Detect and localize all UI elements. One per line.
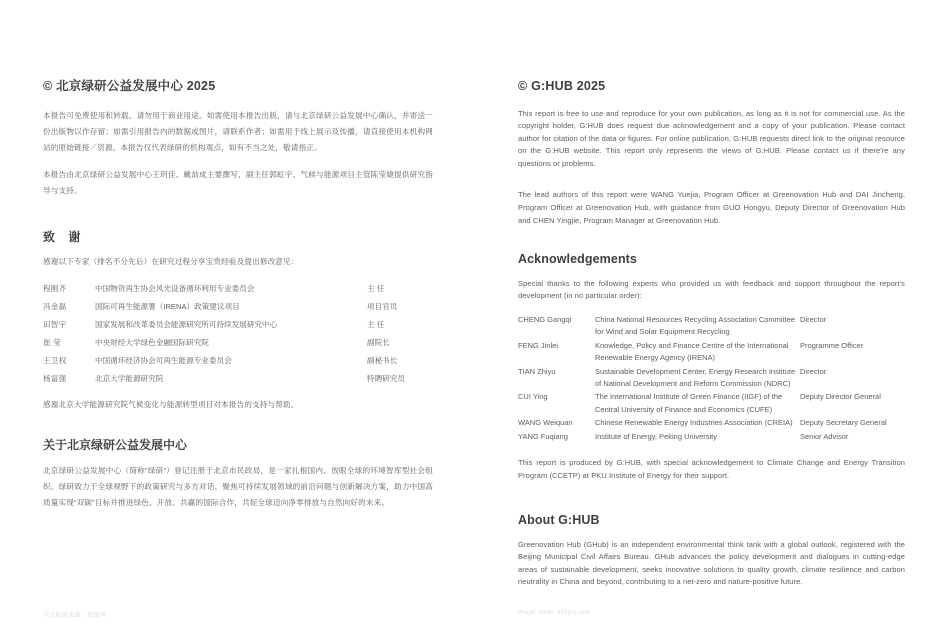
right-column-english: [475, 78, 950, 589]
experts-table-body-zh: [43, 281, 433, 389]
left-column-chinese: [0, 78, 475, 589]
expert-name: 杨富强: [43, 374, 67, 384]
experts-table-body-en: [518, 314, 905, 444]
expert-role: 主 任: [367, 320, 385, 330]
expert-org: Sustainable Development Center, Energy Research Institute of National Development and Reform Commission (NDRC): [595, 366, 796, 388]
table-row: [43, 335, 433, 353]
acknowledgements-intro-zh: 感谢以下专家（排名不分先后）在研究过程分享宝贵经验及提出修改意见：: [43, 257, 299, 267]
expert-role: Programme Officer: [800, 340, 864, 350]
table-row: [43, 317, 433, 335]
table-row: [43, 281, 433, 299]
expert-role: 副秘书长: [367, 356, 398, 366]
expert-org: 国家发展和改革委员会能源研究所可持续发展研究中心: [95, 320, 278, 330]
expert-org: 北京大学能源研究院: [95, 374, 164, 384]
about-heading-en: About G:HUB: [518, 513, 600, 528]
expert-org: The International Institute of Green Finance (IIGF) of the Central University of Finance and Economics (CUFE): [595, 392, 783, 414]
expert-name: FENG Jinlei: [518, 340, 559, 350]
expert-role: 主 任: [367, 284, 385, 294]
expert-role: Director: [800, 314, 827, 324]
table-row: [518, 366, 905, 392]
expert-role: Deputy Director General: [800, 392, 881, 402]
expert-name: 冯金磊: [43, 302, 67, 312]
expert-role: 项目官员: [367, 302, 398, 312]
expert-name: WANG Weiquan: [518, 418, 573, 428]
expert-org: Knowledge, Policy and Finance Centre of the International Renewable Energy Agency (IRENA): [595, 340, 789, 363]
spacer: [518, 238, 905, 251]
acknowledgements-note-en: This report is produced by G:HUB, with special acknowledgement to Climate Change and Energy Transition Program (CCETP) at PKU Institute of Energy for their support.: [518, 458, 905, 480]
expert-org: China National Resources Recycling Association Committee for Wind and Solar Equipment Recycling: [595, 314, 796, 337]
copyright-paragraph-1-zh: 本报告可免费使用和转载。请勿用于商业用途。如需使用本报告出版，请与北京绿研公益发展中心确认，并寄送一份出版物以作存留；如需引用报告内的数据或图片，请联系作者；如需用于线上展示及传播，请直接使用本机构网站的原始链接／资源。本报告仅代表绿研的机构观点，如有不当之处，敬请指正。: [43, 110, 433, 152]
expert-name: 王卫权: [43, 356, 67, 366]
expert-org: 中央财经大学绿色金融国际研究院: [95, 338, 209, 348]
copyright-heading-en: © G:HUB 2025: [518, 79, 606, 93]
expert-role: 特聘研究员: [367, 374, 405, 384]
experts-table-en: [518, 314, 905, 444]
table-row: [518, 417, 905, 430]
acknowledgements-note-zh: 感谢北京大学能源研究院气候变化与能源转型项目对本报告的支持与帮助。: [43, 400, 299, 410]
expert-role: Director: [800, 366, 827, 376]
acknowledgements-heading-en: Acknowledgements: [518, 252, 637, 267]
about-paragraph-en: Greenovation Hub (GHub) is an independent environmental think tank with a global outlook, registered with the Beijing Municipal Civil Affairs Bureau. GHub advances the policy development and dialogues in cutting-edge areas of sustainable development, seeks innovative solutions to quality growth, climate resilience and carbon neutrality in China and beyond, contributing to a net-zero and nature-positive future.: [518, 539, 905, 587]
expert-name: 程刚齐: [43, 284, 67, 294]
expert-name: TIAN Zhiyu: [518, 366, 556, 376]
expert-org: 国际可再生能源署（IRENA）政策建议项目: [95, 302, 240, 312]
spacer: [518, 444, 905, 457]
copyright-paragraph-2-zh: 本报告由北京绿研公益发展中心王玥佳、戴劼成主要撰写，副主任郭虹宇、气候与能源项目主管陈莹婕提供研究指导与支持。: [43, 169, 433, 195]
footer-image-credit-zh: 全文配图来源：摄图网: [43, 613, 107, 619]
spacer: [43, 389, 433, 397]
expert-role: Senior Advisor: [800, 431, 849, 441]
table-row: [518, 340, 905, 366]
acknowledgements-heading-zh: 致 谢: [43, 229, 86, 244]
expert-org: 中国物资再生协会风光设备循环利用专业委员会: [95, 284, 255, 294]
copyright-paragraph-1-en: This report is free to use and reproduce for your own publication, as long as it is not for commercial use. As the copyright holder, G:HUB does request due acknowledgement and a copy of your publication. Please contact author for citation of the data or figures. For online publication, G:HUB requests direct link to the original resource on the G:HUB website. This report only represents the views of G:HUB. Please contact us if there're any questions or problems.: [518, 108, 905, 168]
two-column-layout: [0, 78, 950, 589]
copyright-heading-zh: © 北京绿研公益发展中心 2025: [43, 79, 216, 93]
table-row: [43, 299, 433, 317]
table-row: [43, 353, 433, 371]
footer-image-credit-en: Image credit: 699pic.com: [518, 610, 590, 616]
expert-name: CHENG Gangqi: [518, 314, 572, 324]
about-heading-zh: 关于北京绿研公益发展中心: [43, 438, 188, 453]
expert-org: Institute of Energy, Peking University: [595, 431, 717, 441]
about-paragraph-zh: 北京绿研公益发展中心（简称“绿研”）登记注册于北京市民政局，是一家扎根国内、放眼全球的环境智库型社会组织。绿研致力于全球视野下的政策研究与多方对话，聚焦可持续发展领域的前沿问题与创新解决方案，助力中国高质量实现“双碳”目标并推进绿色、开放、共赢的国际合作，共促全球迈向净零排放与自然向好的未来。: [43, 466, 433, 508]
expert-name: YANG Fuqiang: [518, 431, 568, 441]
spacer: [518, 181, 905, 189]
expert-name: 崔 莹: [43, 338, 61, 348]
expert-role: Deputy Secretary General: [800, 418, 887, 428]
spacer: [43, 210, 433, 229]
copyright-paragraph-2-en: The lead authors of this report were WANG Yuejia, Program Officer at Greenovation Hub and DAI Jincheng, Program Officer at Greenovation Hub, with guidance from GUO Hongyu, Deputy Director of Greenovation Hub and CHEN Yingjie, Program Manager at Greenovation Hub.: [518, 190, 905, 225]
expert-org: 中国循环经济协会可再生能源专业委员会: [95, 356, 232, 366]
table-row: [518, 431, 905, 444]
table-row: [43, 371, 433, 389]
expert-org: Chinese Renewable Energy Industries Association (CREIA): [595, 418, 793, 428]
acknowledgements-intro-en: Special thanks to the following experts who provided us with feedback and support throughout the report's development (in no particular order):: [518, 278, 905, 301]
spacer: [518, 493, 905, 512]
experts-table-zh: [43, 281, 433, 389]
expert-role: 副院长: [367, 338, 390, 348]
expert-name: 田智宇: [43, 320, 67, 330]
expert-name: CUI Ying: [518, 392, 548, 402]
table-row: [518, 314, 905, 340]
spacer: [43, 424, 433, 437]
table-row: [518, 391, 905, 417]
